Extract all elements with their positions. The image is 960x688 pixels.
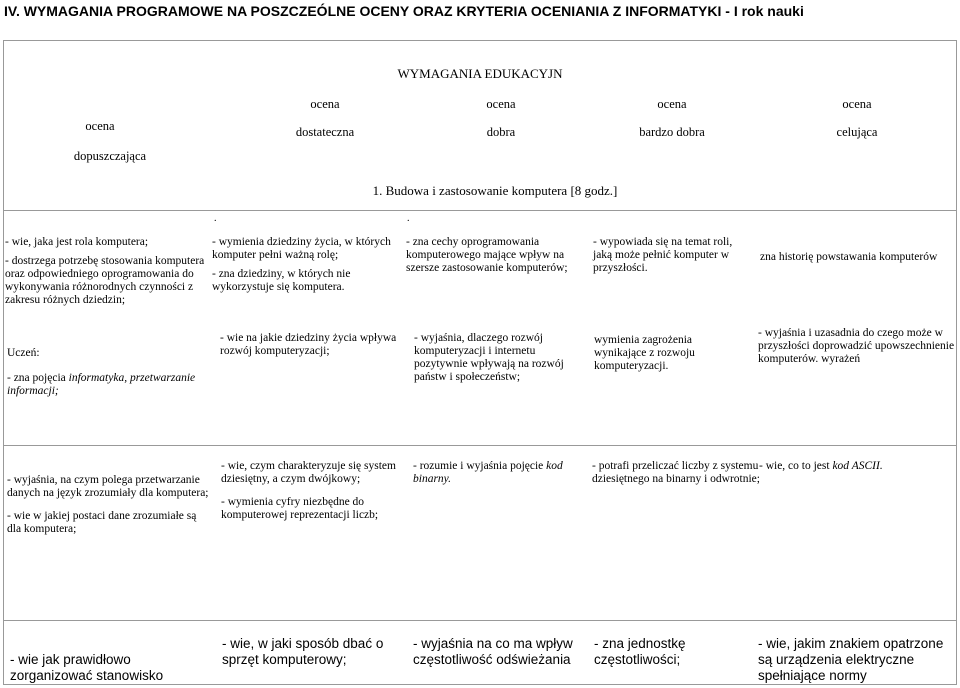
page-title: IV. WYMAGANIA PROGRAMOWE NA POSZCZEÓLNE OCENY ORAZ KRYTERIA OCENIANIA Z INFORMATYKI - I rok nauki — [4, 3, 804, 19]
criteria-cell: - wie, w jaki sposób dbać o sprzęt komputerowy; — [222, 636, 384, 667]
criteria-item: - zna dziedziny, w których nie wykorzystuje się komputera. — [212, 268, 351, 293]
term: kod binarny. — [413, 460, 563, 485]
criteria-item: - potrafi przeliczać liczby z systemu dziesiętnego na binarny i odwrotnie; — [592, 460, 760, 485]
criteria-cell: - zna jednostkę częstotliwości; — [594, 636, 686, 667]
section-heading: 1. Budowa i zastosowanie komputera [8 godz.] — [372, 183, 618, 198]
criteria-text: - zna pojęcia — [7, 372, 69, 384]
criteria-cell — [5, 236, 210, 313]
criteria-cell — [759, 460, 955, 479]
criteria-text: - rozumie i wyjaśnia pojęcie — [413, 460, 547, 472]
criteria-item: - wie na jakie dziedziny życia wpływa rozwój komputeryzacji; — [220, 332, 397, 357]
row-divider — [3, 620, 957, 621]
criteria-cell: - wie, jakim znakiem opatrzone są urządzenia elektryczne spełniające normy — [758, 636, 944, 683]
criteria-cell — [593, 236, 753, 281]
criteria-item: Uczeń: — [7, 347, 40, 359]
criteria-item — [759, 460, 955, 473]
criteria-cell — [7, 347, 207, 404]
grade-header-bottom: dostateczna — [295, 125, 355, 139]
grade-header-top: ocena — [310, 97, 340, 111]
criteria-item: - wyjaśnia, na czym polega przetwarzanie danych na język zrozumiały dla komputera; — [7, 474, 209, 499]
stray-mark: . — [407, 213, 410, 224]
criteria-item: - wyjaśnia, dlaczego rozwój komputeryzacji i internetu pozytywnie wpływają na rozwój państw i społeczeństw; — [414, 332, 564, 383]
row-divider — [3, 445, 957, 446]
criteria-item: - dostrzega potrzebę stosowania komputera oraz odpowiedniego oprogramowania do wykonywania różnorodnych czynności z zakresu różnych dziedzin; — [5, 255, 205, 306]
table-main-header: WYMAGANIA EDUKACYJN — [397, 66, 563, 81]
criteria-item: - wyjaśnia i uzasadnia do czego może w przyszłości doprowadzić upowszechnienie komputerów. wyrażeń — [758, 327, 955, 365]
stray-mark: . — [214, 213, 217, 224]
criteria-cell — [760, 251, 958, 270]
grade-header-top: ocena — [842, 97, 872, 111]
criteria-item: - wypowiada się na temat roli, jaką może pełnić komputer w przyszłości. — [593, 236, 733, 274]
criteria-item — [413, 460, 583, 486]
criteria-item: - wie w jakiej postaci dane zrozumiałe są dla komputera; — [7, 510, 197, 535]
criteria-cell — [7, 474, 212, 542]
criteria-cell — [406, 236, 586, 281]
criteria-item: - zna cechy oprogramowania komputerowego mające wpływ na szersze zastosowanie komputerów; — [406, 236, 568, 274]
criteria-cell — [413, 460, 583, 492]
criteria-cell — [221, 460, 411, 528]
grade-header-bottom: celująca — [836, 125, 878, 139]
criteria-cell: - wie jak prawidłowo zorganizować stanowisko — [10, 652, 164, 683]
grade-header-bottom: bardzo dobra — [639, 125, 705, 139]
grade-header-bottom: dobra — [486, 125, 516, 139]
row-divider — [3, 210, 957, 211]
criteria-cell — [594, 334, 734, 379]
criteria-cell: - wyjaśnia na co ma wpływ częstotliwość odświeżania — [413, 636, 573, 667]
criteria-cell — [220, 332, 405, 364]
term: informatyka, przetwarzanie informacji; — [7, 372, 196, 397]
criteria-text: - wie, co to jest — [759, 460, 833, 472]
criteria-item: zna historię powstawania komputerów — [760, 251, 938, 263]
grade-header-top: ocena — [657, 97, 687, 111]
grade-header-top: ocena — [85, 119, 115, 133]
criteria-item — [7, 372, 207, 398]
criteria-item: - wie, czym charakteryzuje się system dziesiętny, a czym dwójkowy; — [221, 460, 396, 485]
criteria-cell — [212, 236, 410, 300]
criteria-item: wymienia zagrożenia wynikające z rozwoju komputeryzacji. — [594, 334, 695, 372]
criteria-cell — [592, 460, 782, 492]
grade-header-top: ocena — [486, 97, 516, 111]
criteria-cell — [414, 332, 584, 390]
criteria-cell — [758, 327, 956, 372]
term: kod ASCII. — [832, 460, 883, 472]
criteria-item: - wymienia dziedziny życia, w których komputer pełni ważną rolę; — [212, 236, 391, 261]
grade-header-bottom: dopuszczająca — [73, 149, 147, 163]
criteria-item: - wie, jaka jest rola komputera; — [5, 236, 149, 248]
criteria-item: - wymienia cyfry niezbędne do komputerowej reprezentacji liczb; — [221, 496, 379, 521]
